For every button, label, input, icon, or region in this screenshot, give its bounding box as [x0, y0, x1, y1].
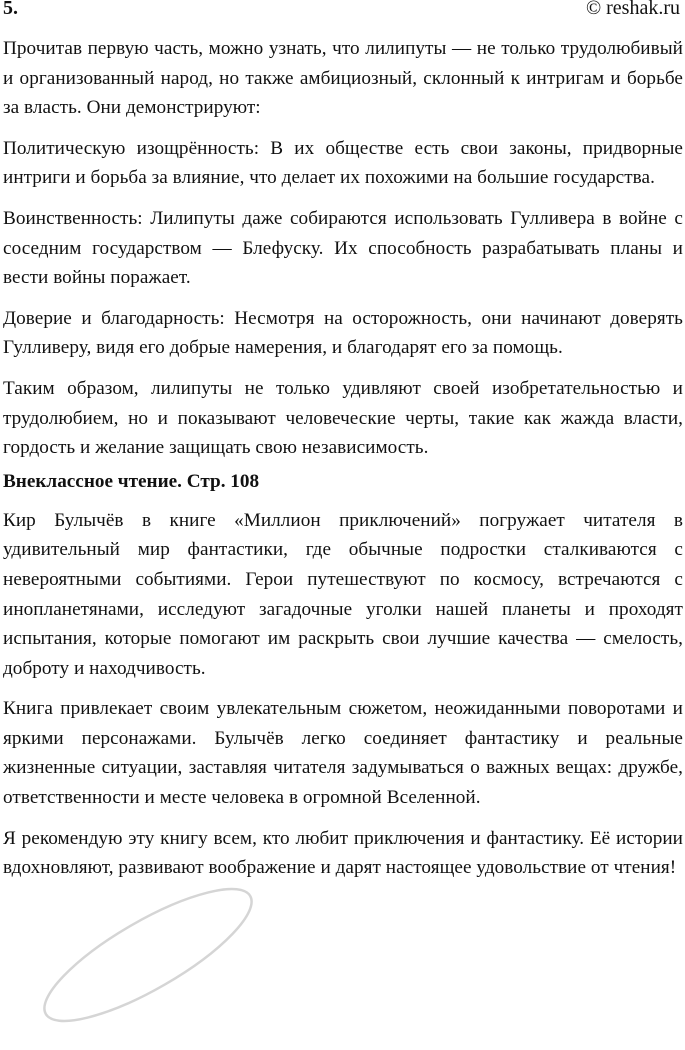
paragraph-intro: Прочитав первую часть, можно узнать, что лилипуты — не только трудолюбивый и организованный народ, но также амбициозный, склонный к интригам и борьбе за власть. Они демонстрируют:: [3, 38, 683, 119]
paragraph-trust: Доверие и благодарность: Несмотря на осторожность, они начинают доверять Гулливеру, видя его добрые намерения, и благодарят его за помощь.: [3, 307, 683, 359]
paragraph-book-appeal: Книга привлекает своим увлекательным сюжетом, неожиданными поворотами и яркими персонажами. Булычёв легко соединяет фантастику и реальные жизненные ситуации, заставляя читателя задумываться о важных вещах: дружбе, ответственности и месте человека в огромной Вселенной.: [3, 698, 683, 809]
paragraph-conclusion: Таким образом, лилипуты не только удивляют своей изобретательностью и трудолюбием, но и показывают человеческие черты, такие как жажда власти, гордость и желание защищать свою независимость.: [3, 377, 683, 459]
site-copyright: © reshak.ru: [585, 0, 680, 19]
paragraph-militancy: Воинственность: Лилипуты даже собираются использовать Гулливера в войне с соседним государством — Блефуску. Их способность разрабатывать планы и вести войны поражает.: [3, 207, 683, 289]
paragraph-recommendation: Я рекомендую эту книгу всем, кто любит приключения и фантастику. Её истории вдохновляют, развивают воображение и дарят настоящее удовольствие от чтения!: [3, 827, 683, 879]
paragraph-book-summary: Кир Булычёв в книге «Миллион приключений» погружает читателя в удивительный мир фантастики, где обычные подростки сталкиваются с невероятными событиями. Герои путешествуют по космосу, встречаются с инопланетянами, исследуют загадочные уголки нашей планеты и проходят испытания, которые помогают им раскрыть свои лучшие качества — смелость, доброту и находчивость.: [3, 509, 683, 679]
paragraph-political: Политическую изощрённость: В их обществе есть свои законы, придворные интриги и борьба за влияние, что делает их похожими на большие государства.: [3, 137, 683, 189]
section-title: Внеклассное чтение. Стр. 108: [3, 470, 260, 492]
header: [3, 0, 683, 26]
task-number: 5.: [3, 0, 18, 19]
